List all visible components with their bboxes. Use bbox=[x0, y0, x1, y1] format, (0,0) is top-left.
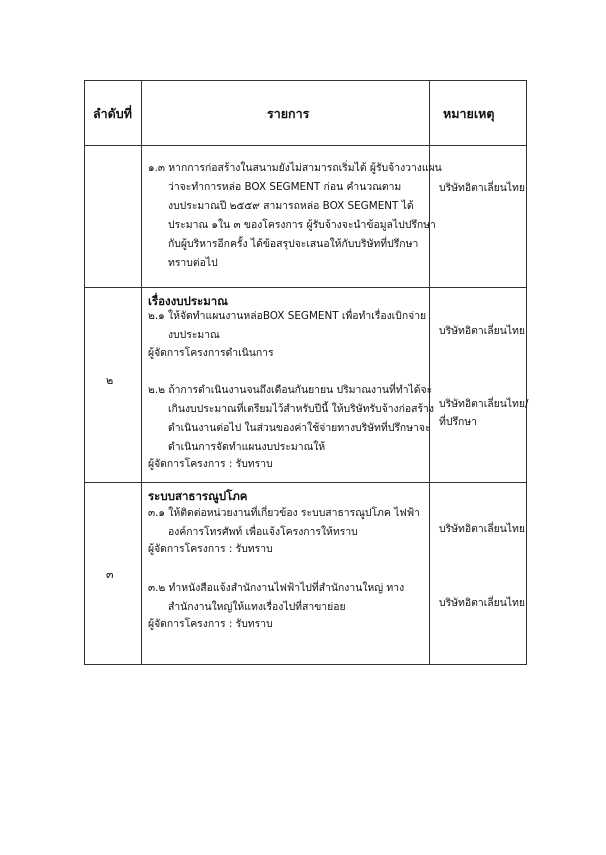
row-divider bbox=[85, 287, 526, 288]
row-3-number: ๓ bbox=[106, 568, 114, 581]
row-2-note-2: บริษัทอิตาเลี่ยนไทย/ bbox=[439, 398, 529, 410]
row-3-heading: ระบบสาธารณูปโภค bbox=[148, 489, 248, 503]
item-2-2-line: เกินงบประมาณที่เตรียมไว้สำหรับปีนี้ ให้บริษัทรับจ้างก่อสร้าง bbox=[168, 403, 434, 415]
row-3-responsible-2: ผู้จัดการโครงการ : รับทราบ bbox=[148, 618, 273, 630]
row-divider bbox=[85, 145, 526, 146]
row-2-number: ๒ bbox=[106, 374, 114, 387]
item-1-3-line: ทราบต่อไป bbox=[168, 257, 218, 269]
item-2-1-line: งบประมาณ bbox=[168, 329, 220, 341]
item-2-2-line: ดำเนินงานต่อไป ในส่วนของค่าใช้จ่ายทางบริษัทที่ปรึกษาจะ bbox=[168, 422, 431, 434]
item-3-2-line: ๓.๒ ทำหนังสือแจ้งสำนักงานไฟฟ้าไปที่สำนักงานใหญ่ ทาง bbox=[148, 582, 405, 594]
row-2-note-1: บริษัทอิตาเลี่ยนไทย bbox=[439, 325, 525, 337]
item-3-2-line: สำนักงานใหญ่ให้แทงเรื่องไปที่สาขาย่อย bbox=[168, 601, 346, 613]
header-items: รายการ bbox=[267, 106, 310, 121]
row-divider bbox=[85, 482, 526, 483]
row-3-note-2: บริษัทอิตาเลี่ยนไทย bbox=[439, 597, 525, 609]
row-1-note: บริษัทอิตาเลี่ยนไทย bbox=[439, 182, 525, 194]
item-1-3-line: กับผู้บริหารอีกครั้ง ได้ข้อสรุปจะเสนอให้กับบริษัทที่ปรึกษา bbox=[168, 238, 419, 250]
row-3-responsible-1: ผู้จัดการโครงการ : รับทราบ bbox=[148, 543, 273, 555]
item-3-1-line: ๓.๑ ให้ติดต่อหน่วยงานที่เกี่ยวข้อง ระบบสาธารณูปโภค ไฟฟ้า bbox=[148, 507, 420, 519]
item-1-3-line: ๑.๓ หากการก่อสร้างในสนามยังไม่สามารถเริ่มได้ ผู้รับจ้างวางแผน bbox=[148, 162, 442, 174]
header-remarks: หมายเหตุ bbox=[443, 106, 495, 121]
item-2-1-line: ๒.๑ ให้จัดทำแผนงานหล่อBOX SEGMENT เพื่อทำเรื่องเบิกจ่าย bbox=[148, 310, 427, 322]
row-2-responsible-2: ผู้จัดการโครงการ : รับทราบ bbox=[148, 458, 273, 470]
item-1-3-line: ประมาณ ๑ใน ๓ ของโครงการ ผู้รับจ้างจะนำข้อมูลไปปรึกษา bbox=[168, 219, 436, 231]
item-2-2-line: ๒.๒ ถ้าการดำเนินงานจนถึงเดือนกันยายน ปริมาณงานที่ทำได้จะ bbox=[148, 384, 433, 396]
row-3-note-1: บริษัทอิตาเลี่ยนไทย bbox=[439, 523, 525, 535]
item-1-3-line: ว่าจะทำการหล่อ BOX SEGMENT ก่อน คำนวณตาม bbox=[168, 181, 402, 193]
minutes-table bbox=[84, 80, 527, 665]
item-3-1-line: องค์การโทรศัพท์ เพื่อแจ้งโครงการให้ทราบ bbox=[168, 526, 358, 538]
item-1-3-line: งบประมาณปี ๒๕๕๙ สามารถหล่อ BOX SEGMENT ได้ bbox=[168, 200, 414, 212]
column-divider bbox=[141, 81, 142, 664]
item-2-2-line: ดำเนินการจัดทำแผนงบประมาณให้ bbox=[168, 441, 326, 453]
row-2-heading: เรื่องงบประมาณ bbox=[148, 294, 228, 308]
header-order: ลำดับที่ bbox=[93, 106, 132, 121]
row-2-note-2-cont: ที่ปรึกษา bbox=[439, 416, 478, 428]
row-2-responsible-1: ผู้จัดการโครงการดำเนินการ bbox=[148, 347, 274, 359]
